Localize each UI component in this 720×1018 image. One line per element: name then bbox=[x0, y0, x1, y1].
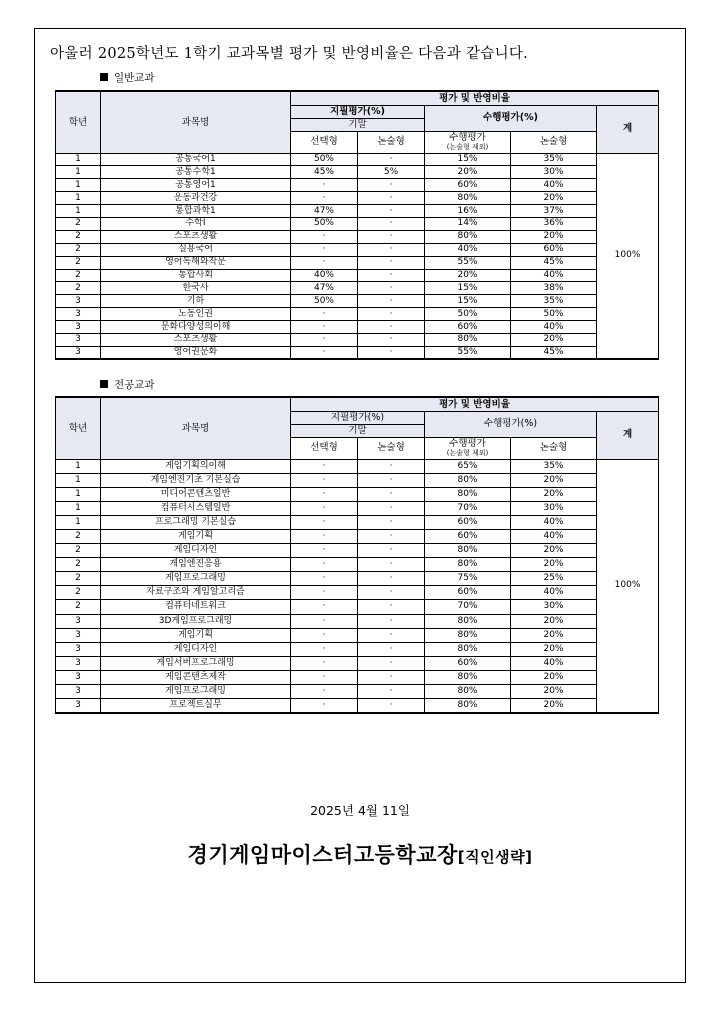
cell-essay: · bbox=[358, 614, 425, 628]
cell-essay: · bbox=[358, 217, 425, 230]
cell-performance-essay: 30% bbox=[511, 166, 597, 179]
cell-choice: · bbox=[291, 614, 358, 628]
cell-choice: · bbox=[291, 586, 358, 600]
header-choice: 선택형 bbox=[291, 131, 358, 153]
cell-performance-essay: 20% bbox=[511, 487, 597, 501]
cell-performance-essay: 20% bbox=[511, 544, 597, 558]
school-signature bbox=[0, 839, 720, 869]
cell-subject: 게임디자인 bbox=[101, 544, 291, 558]
header-total: 계 bbox=[597, 411, 659, 459]
cell-essay: · bbox=[358, 656, 425, 670]
cell-subject: 게임기획 bbox=[101, 628, 291, 642]
cell-essay: · bbox=[358, 192, 425, 205]
header-perf-sub: 수행평가 (논술형 제외) bbox=[425, 437, 511, 459]
cell-essay: · bbox=[358, 295, 425, 308]
cell-performance-essay: 20% bbox=[511, 628, 597, 642]
cell-choice: · bbox=[291, 473, 358, 487]
cell-choice: · bbox=[291, 642, 358, 656]
seal-omitted: [직인생략] bbox=[457, 848, 533, 866]
cell-essay: · bbox=[358, 515, 425, 529]
cell-grade: 3 bbox=[56, 642, 101, 656]
cell-choice: 47% bbox=[291, 205, 358, 218]
cell-performance-essay: 20% bbox=[511, 699, 597, 713]
cell-performance-essay: 20% bbox=[511, 614, 597, 628]
cell-performance: 80% bbox=[425, 614, 511, 628]
cell-subject: 게임프로그래밍 bbox=[101, 685, 291, 699]
table-row bbox=[56, 501, 659, 515]
general-table-body bbox=[56, 153, 659, 359]
cell-performance-essay: 36% bbox=[511, 217, 597, 230]
cell-performance: 80% bbox=[425, 642, 511, 656]
cell-essay: · bbox=[358, 179, 425, 192]
cell-essay: · bbox=[358, 230, 425, 243]
cell-choice: · bbox=[291, 600, 358, 614]
cell-choice: 50% bbox=[291, 217, 358, 230]
cell-grade: 2 bbox=[56, 529, 101, 543]
cell-subject: 수학Ⅰ bbox=[101, 217, 291, 230]
table-row bbox=[56, 269, 659, 282]
cell-performance: 20% bbox=[425, 269, 511, 282]
document-date: 2025년 4월 11일 bbox=[310, 803, 410, 818]
cell-subject: 3D게임프로그래밍 bbox=[101, 614, 291, 628]
header-eval-group: 평가 및 반영비율 bbox=[291, 91, 659, 105]
cell-essay: · bbox=[358, 321, 425, 334]
square-bullet-icon bbox=[100, 380, 108, 388]
cell-essay: · bbox=[358, 487, 425, 501]
cell-grade: 1 bbox=[56, 515, 101, 529]
cell-performance: 15% bbox=[425, 295, 511, 308]
table-row bbox=[56, 459, 659, 473]
cell-performance: 80% bbox=[425, 685, 511, 699]
cell-performance: 80% bbox=[425, 628, 511, 642]
cell-performance: 60% bbox=[425, 586, 511, 600]
cell-grade: 2 bbox=[56, 572, 101, 586]
cell-choice: · bbox=[291, 179, 358, 192]
table-row bbox=[56, 179, 659, 192]
header-total: 계 bbox=[597, 105, 659, 153]
cell-grade: 3 bbox=[56, 346, 101, 359]
cell-grade: 1 bbox=[56, 205, 101, 218]
cell-performance: 16% bbox=[425, 205, 511, 218]
cell-essay: · bbox=[358, 529, 425, 543]
cell-essay: · bbox=[358, 256, 425, 269]
cell-grade: 1 bbox=[56, 487, 101, 501]
cell-performance-essay: 37% bbox=[511, 205, 597, 218]
cell-performance: 70% bbox=[425, 600, 511, 614]
table-row bbox=[56, 333, 659, 346]
cell-grade: 2 bbox=[56, 230, 101, 243]
table-row bbox=[56, 256, 659, 269]
table-row bbox=[56, 205, 659, 218]
table-row bbox=[56, 243, 659, 256]
intro-text: 아울러 2025학년도 1학기 교과목별 평가 및 반영비율은 다음과 같습니다. bbox=[50, 46, 529, 62]
cell-grade: 1 bbox=[56, 473, 101, 487]
cell-performance: 55% bbox=[425, 346, 511, 359]
cell-choice: · bbox=[291, 308, 358, 321]
cell-performance-essay: 35% bbox=[511, 459, 597, 473]
cell-grade: 2 bbox=[56, 256, 101, 269]
section-title-general: 일반교과 bbox=[100, 70, 155, 85]
table-row bbox=[56, 529, 659, 543]
cell-grade: 1 bbox=[56, 459, 101, 473]
cell-performance: 60% bbox=[425, 529, 511, 543]
cell-performance-essay: 30% bbox=[511, 600, 597, 614]
table-row bbox=[56, 166, 659, 179]
cell-subject: 공통영어1 bbox=[101, 179, 291, 192]
cell-grade: 3 bbox=[56, 308, 101, 321]
cell-performance: 75% bbox=[425, 572, 511, 586]
cell-performance-essay: 45% bbox=[511, 256, 597, 269]
cell-total: 100% bbox=[597, 459, 659, 713]
cell-grade: 3 bbox=[56, 670, 101, 684]
cell-choice: 45% bbox=[291, 166, 358, 179]
header-performance: 수행평가(%) bbox=[425, 105, 597, 131]
cell-performance-essay: 50% bbox=[511, 308, 597, 321]
cell-performance-essay: 40% bbox=[511, 269, 597, 282]
cell-performance-essay: 40% bbox=[511, 515, 597, 529]
cell-performance-essay: 40% bbox=[511, 179, 597, 192]
cell-performance-essay: 40% bbox=[511, 656, 597, 670]
cell-essay: · bbox=[358, 699, 425, 713]
cell-choice: · bbox=[291, 572, 358, 586]
cell-performance: 70% bbox=[425, 501, 511, 515]
cell-choice: · bbox=[291, 656, 358, 670]
header-perf-sub: 수행평가 (논술형 제외) bbox=[425, 131, 511, 153]
cell-essay: · bbox=[358, 642, 425, 656]
table-row bbox=[56, 346, 659, 359]
cell-choice: · bbox=[291, 256, 358, 269]
header-grade: 학년 bbox=[56, 397, 101, 459]
table-row bbox=[56, 153, 659, 166]
cell-essay: · bbox=[358, 282, 425, 295]
cell-grade: 2 bbox=[56, 243, 101, 256]
cell-essay: · bbox=[358, 205, 425, 218]
cell-subject: 컴퓨터네트워크 bbox=[101, 600, 291, 614]
cell-essay: · bbox=[358, 586, 425, 600]
header-subject: 과목명 bbox=[101, 91, 291, 153]
cell-subject: 게임엔진응용 bbox=[101, 558, 291, 572]
cell-performance: 65% bbox=[425, 459, 511, 473]
cell-performance: 40% bbox=[425, 243, 511, 256]
cell-choice: · bbox=[291, 192, 358, 205]
table-row bbox=[56, 685, 659, 699]
cell-essay: · bbox=[358, 600, 425, 614]
cell-performance-essay: 35% bbox=[511, 295, 597, 308]
cell-subject: 게임프로그래밍 bbox=[101, 572, 291, 586]
cell-performance-essay: 60% bbox=[511, 243, 597, 256]
cell-performance-essay: 30% bbox=[511, 501, 597, 515]
cell-grade: 1 bbox=[56, 166, 101, 179]
cell-performance-essay: 35% bbox=[511, 153, 597, 166]
cell-grade: 3 bbox=[56, 628, 101, 642]
cell-choice: · bbox=[291, 544, 358, 558]
cell-essay: · bbox=[358, 685, 425, 699]
cell-grade: 2 bbox=[56, 544, 101, 558]
header-perf-essay: 논술형 bbox=[511, 437, 597, 459]
cell-choice: 50% bbox=[291, 153, 358, 166]
cell-subject: 문화다양성의이해 bbox=[101, 321, 291, 334]
cell-performance: 80% bbox=[425, 558, 511, 572]
cell-performance-essay: 20% bbox=[511, 333, 597, 346]
cell-performance: 60% bbox=[425, 515, 511, 529]
cell-subject: 운동과건강 bbox=[101, 192, 291, 205]
cell-subject: 게임디자인 bbox=[101, 642, 291, 656]
cell-essay: · bbox=[358, 333, 425, 346]
cell-total: 100% bbox=[597, 153, 659, 359]
cell-performance-essay: 40% bbox=[511, 529, 597, 543]
cell-grade: 1 bbox=[56, 179, 101, 192]
cell-choice: · bbox=[291, 685, 358, 699]
cell-performance: 60% bbox=[425, 656, 511, 670]
cell-choice: · bbox=[291, 487, 358, 501]
cell-grade: 3 bbox=[56, 321, 101, 334]
cell-essay: · bbox=[358, 473, 425, 487]
cell-grade: 2 bbox=[56, 600, 101, 614]
cell-grade: 1 bbox=[56, 153, 101, 166]
cell-grade: 3 bbox=[56, 333, 101, 346]
table-row bbox=[56, 558, 659, 572]
cell-subject: 게임서버프로그래밍 bbox=[101, 656, 291, 670]
header-final: 기말 bbox=[291, 118, 425, 131]
table-row bbox=[56, 600, 659, 614]
table-row bbox=[56, 192, 659, 205]
cell-grade: 3 bbox=[56, 295, 101, 308]
cell-performance-essay: 20% bbox=[511, 685, 597, 699]
header-eval-group: 평가 및 반영비율 bbox=[291, 397, 659, 411]
cell-performance-essay: 40% bbox=[511, 586, 597, 600]
cell-subject: 게임기획 bbox=[101, 529, 291, 543]
header-performance: 수행평가(%) bbox=[425, 411, 597, 437]
header-essay: 논술형 bbox=[358, 131, 425, 153]
cell-subject: 통합과학1 bbox=[101, 205, 291, 218]
table-row bbox=[56, 586, 659, 600]
table-row bbox=[56, 230, 659, 243]
cell-performance-essay: 25% bbox=[511, 572, 597, 586]
cell-subject: 실용국어 bbox=[101, 243, 291, 256]
major-table-body bbox=[56, 459, 659, 713]
cell-subject: 통합사회 bbox=[101, 269, 291, 282]
cell-choice: · bbox=[291, 628, 358, 642]
cell-grade: 2 bbox=[56, 586, 101, 600]
table-row bbox=[56, 308, 659, 321]
cell-performance-essay: 45% bbox=[511, 346, 597, 359]
cell-essay: · bbox=[358, 459, 425, 473]
cell-performance-essay: 20% bbox=[511, 192, 597, 205]
cell-essay: · bbox=[358, 243, 425, 256]
header-final: 기말 bbox=[291, 424, 425, 437]
cell-performance: 80% bbox=[425, 544, 511, 558]
header-written: 지필평가(%) bbox=[291, 105, 425, 118]
cell-performance: 15% bbox=[425, 153, 511, 166]
table-row bbox=[56, 628, 659, 642]
cell-subject: 스포츠생활 bbox=[101, 230, 291, 243]
cell-choice: · bbox=[291, 699, 358, 713]
header-grade: 학년 bbox=[56, 91, 101, 153]
cell-essay: · bbox=[358, 153, 425, 166]
cell-choice: 40% bbox=[291, 269, 358, 282]
cell-essay: · bbox=[358, 670, 425, 684]
cell-choice: · bbox=[291, 321, 358, 334]
header-essay: 논술형 bbox=[358, 437, 425, 459]
table-row bbox=[56, 699, 659, 713]
school-name: 경기게임마이스터고등학교장 bbox=[187, 843, 458, 867]
cell-subject: 스포츠생활 bbox=[101, 333, 291, 346]
cell-choice: · bbox=[291, 243, 358, 256]
cell-performance: 80% bbox=[425, 487, 511, 501]
cell-grade: 1 bbox=[56, 501, 101, 515]
cell-subject: 컴퓨터시스템일반 bbox=[101, 501, 291, 515]
cell-subject: 기하 bbox=[101, 295, 291, 308]
cell-choice: · bbox=[291, 558, 358, 572]
cell-performance: 80% bbox=[425, 670, 511, 684]
cell-grade: 2 bbox=[56, 282, 101, 295]
cell-subject: 노동인권 bbox=[101, 308, 291, 321]
cell-essay: · bbox=[358, 628, 425, 642]
square-bullet-icon bbox=[100, 73, 108, 81]
cell-performance: 80% bbox=[425, 699, 511, 713]
cell-choice: 50% bbox=[291, 295, 358, 308]
cell-grade: 2 bbox=[56, 269, 101, 282]
table-row bbox=[56, 642, 659, 656]
table-row bbox=[56, 670, 659, 684]
cell-performance: 80% bbox=[425, 333, 511, 346]
cell-essay: · bbox=[358, 558, 425, 572]
cell-subject: 영어권문화 bbox=[101, 346, 291, 359]
cell-subject: 공통국어1 bbox=[101, 153, 291, 166]
cell-choice: · bbox=[291, 333, 358, 346]
cell-performance-essay: 38% bbox=[511, 282, 597, 295]
cell-performance-essay: 20% bbox=[511, 230, 597, 243]
cell-performance: 20% bbox=[425, 166, 511, 179]
cell-essay: 5% bbox=[358, 166, 425, 179]
table-row bbox=[56, 572, 659, 586]
cell-performance: 80% bbox=[425, 230, 511, 243]
cell-essay: · bbox=[358, 269, 425, 282]
cell-essay: · bbox=[358, 501, 425, 515]
table-row bbox=[56, 321, 659, 334]
cell-grade: 3 bbox=[56, 699, 101, 713]
header-perf-essay: 논술형 bbox=[511, 131, 597, 153]
cell-performance: 50% bbox=[425, 308, 511, 321]
section-title-major: 전공교과 bbox=[100, 377, 155, 392]
cell-subject: 공통수학1 bbox=[101, 166, 291, 179]
table-row bbox=[56, 544, 659, 558]
cell-choice: · bbox=[291, 230, 358, 243]
table-row bbox=[56, 515, 659, 529]
cell-essay: · bbox=[358, 572, 425, 586]
cell-subject: 게임엔진기초 기본실습 bbox=[101, 473, 291, 487]
table-row bbox=[56, 656, 659, 670]
table-row bbox=[56, 295, 659, 308]
cell-grade: 3 bbox=[56, 614, 101, 628]
major-subjects-table bbox=[55, 396, 659, 714]
table-row bbox=[56, 217, 659, 230]
cell-essay: · bbox=[358, 346, 425, 359]
cell-choice: 47% bbox=[291, 282, 358, 295]
cell-choice: · bbox=[291, 346, 358, 359]
general-subjects-table bbox=[55, 90, 659, 360]
cell-subject: 미디어콘텐츠일반 bbox=[101, 487, 291, 501]
cell-choice: · bbox=[291, 670, 358, 684]
cell-performance: 15% bbox=[425, 282, 511, 295]
cell-essay: · bbox=[358, 308, 425, 321]
table-row bbox=[56, 473, 659, 487]
cell-subject: 자료구조와 게임알고리즘 bbox=[101, 586, 291, 600]
cell-performance: 80% bbox=[425, 192, 511, 205]
cell-choice: · bbox=[291, 515, 358, 529]
cell-subject: 게임기획의이해 bbox=[101, 459, 291, 473]
cell-subject: 영어독해와작문 bbox=[101, 256, 291, 269]
cell-performance: 55% bbox=[425, 256, 511, 269]
cell-choice: · bbox=[291, 501, 358, 515]
cell-subject: 프로그래밍 기본실습 bbox=[101, 515, 291, 529]
cell-subject: 게임콘텐츠제작 bbox=[101, 670, 291, 684]
cell-grade: 1 bbox=[56, 192, 101, 205]
header-choice: 선택형 bbox=[291, 437, 358, 459]
cell-subject: 한국사 bbox=[101, 282, 291, 295]
cell-performance: 14% bbox=[425, 217, 511, 230]
cell-performance-essay: 20% bbox=[511, 670, 597, 684]
cell-performance: 80% bbox=[425, 473, 511, 487]
table-row bbox=[56, 487, 659, 501]
cell-performance-essay: 40% bbox=[511, 321, 597, 334]
cell-grade: 3 bbox=[56, 656, 101, 670]
cell-performance-essay: 20% bbox=[511, 473, 597, 487]
cell-choice: · bbox=[291, 459, 358, 473]
cell-grade: 2 bbox=[56, 217, 101, 230]
table-row bbox=[56, 282, 659, 295]
header-written: 지필평가(%) bbox=[291, 411, 425, 424]
cell-performance: 60% bbox=[425, 321, 511, 334]
cell-grade: 2 bbox=[56, 558, 101, 572]
cell-grade: 3 bbox=[56, 685, 101, 699]
cell-performance-essay: 20% bbox=[511, 642, 597, 656]
header-subject: 과목명 bbox=[101, 397, 291, 459]
cell-performance: 60% bbox=[425, 179, 511, 192]
table-row bbox=[56, 614, 659, 628]
cell-performance-essay: 20% bbox=[511, 558, 597, 572]
cell-essay: · bbox=[358, 544, 425, 558]
cell-subject: 프로젝트실무 bbox=[101, 699, 291, 713]
cell-choice: · bbox=[291, 529, 358, 543]
